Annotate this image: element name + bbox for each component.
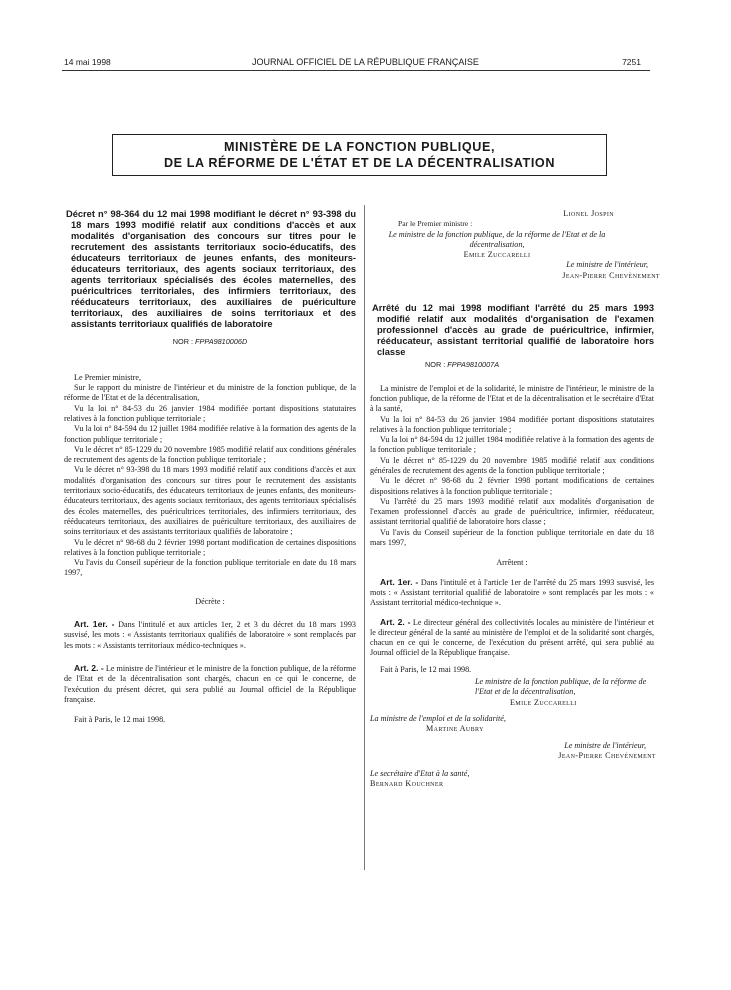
right-column — [370, 209, 660, 790]
pm-signature: Lionel Jospin — [563, 209, 614, 218]
ministry-line-2: DE LA RÉFORME DE L'ÉTAT ET DE LA DÉCENTRALISATION — [163, 156, 556, 170]
decret-sig2-name: Jean-Pierre Chevènement — [562, 270, 660, 280]
decret-para: Vu le décret n° 98-68 du 2 février 1998 portant modification de certaines dispositions relatives à la fonction publique territoriale ; — [64, 537, 356, 557]
arrete-para: La ministre de l'emploi et de la solidarité, le ministre de l'intérieur, le ministre de la fonction publique, de la réforme de l'Etat et de la décentralisation et le secrétaire d'Etat à la santé, — [370, 383, 654, 414]
arrete-sig1-title: Le ministre de la fonction publique, de la réforme de l'Etat et de la décentralisation, — [475, 677, 647, 697]
arrete-nor — [370, 360, 654, 370]
column-divider — [364, 205, 365, 870]
arrete-sig2-title: La ministre de l'emploi et de la solidarité, — [370, 713, 506, 723]
decret-sig2-title: Le ministre de l'intérieur, — [566, 260, 648, 270]
decret-title: Décret n° 98-364 du 12 mai 1998 modifiant le décret n° 93-398 du 18 mars 1993 modifié relatif aux conditions d'accès et aux modalités d'organisation des concours sur titres pour le recrutement des assistants territoriaux socio-éducatifs, des éducateurs territoriaux de jeunes enfants, des moniteurs-éducateurs territoriaux, des agents sociaux territoriaux, des agents territoriaux spécialisés des écoles maternelles, des puéricultrices territoriales, des infirmiers territoriaux, des rééducateurs territoriaux, des auxiliaires de puériculture territoriaux, des auxiliaires de soins territoriaux et des assistants territoriaux qualifiés de laboratoire — [66, 209, 356, 330]
decret-para: Vu le décret n° 93-398 du 18 mars 1993 modifié relatif aux conditions d'accès et aux modalités d'organisation des concours sur titres pour le recrutement des assistants territoriaux socio-éducatifs, des éducateurs territoriaux de jeunes enfants, des moniteurs-éducateurs territoriaux, des agents sociaux territoriaux, des agents territoriaux spécialisés des écoles maternelles, des puéricultrices territoriales, des infirmiers territoriaux, des rééducateurs territoriaux, des auxiliaires de puériculture territoriaux, des auxiliaires de soins territoriaux et des assistants territoriaux qualifiés de laboratoire ; — [64, 465, 356, 537]
journal-title: JOURNAL OFFICIEL DE LA RÉPUBLIQUE FRANÇAISE — [252, 57, 479, 67]
arrete-sig3-name: Jean-Pierre Chevènement — [558, 750, 656, 760]
arrete-fait: Fait à Paris, le 12 mai 1998. — [380, 664, 472, 674]
arrete-article-1 — [370, 577, 654, 609]
arrete-para: Vu le décret n° 85-1229 du 20 novembre 1985 modifié relatif aux conditions générales de recrutement des agents de la fonction publique territoriale ; — [370, 455, 654, 475]
article-text: Le ministre de l'intérieur et le ministre de la fonction publique, de la réforme de l'Etat et de la décentralisation sont chargés, chacun en ce qui le concerne, de l'exécution du présent décret, qui sera publié au Journal officiel de la République française. — [64, 663, 356, 704]
decret-fait: Fait à Paris, le 12 mai 1998. — [74, 715, 166, 725]
article-label: Art. 1er. - — [380, 576, 419, 587]
header-rule — [62, 70, 650, 71]
ministry-heading-box — [112, 134, 607, 176]
arrete-sig2-name: Martine Aubry — [426, 724, 484, 734]
decret-article-2 — [64, 663, 356, 705]
arrete-para: Vu le décret n° 98-68 du 2 février 1998 portant modifications de certaines dispositions relatives à la fonction publique territoriale ; — [370, 476, 654, 496]
article-label: Art. 1er. - — [74, 619, 115, 630]
article-label: Art. 2. - — [74, 662, 104, 673]
article-label: Art. 2. - — [380, 616, 411, 627]
arrete-nor-label: NOR : — [425, 360, 448, 370]
arrete-nor-code: FPPA9810007A — [447, 360, 500, 370]
decret-sig1-title: Le ministre de la fonction publique, de la réforme de l'Etat et de la décentralisation, — [388, 229, 606, 249]
arrete-title: Arrêté du 12 mai 1998 modifiant l'arrêté du 25 mars 1993 modifié relatif aux modalités d'organisation de l'examen professionnel d'accès au grade de puéricultrice, infirmier, rééducateur, assistant territorial qualifié de laboratoire hors classe — [372, 303, 654, 358]
decret-nor — [64, 337, 356, 347]
article-text: Le directeur général des collectivités locales au ministère de l'intérieur et le directeur général de la santé au ministère de l'emploi et de la solidarité sont chargés, chacun en ce qui le concerne, de l'exécution du présent arrêté, qui sera publié au Journal officiel de la République française. — [370, 617, 654, 658]
arrete-arretent: Arrêtent : — [496, 558, 528, 568]
decret-para: Vu l'avis du Conseil supérieur de la fonction publique territoriale en date du 18 mars 1997, — [64, 558, 356, 578]
decret-sig1-name: Emile Zuccarelli — [463, 250, 531, 260]
decret-para: Vu la loi n° 84-594 du 12 juillet 1984 modifiée relative à la formation des agents de la fonction publique territoriale ; — [64, 424, 356, 444]
arrete-article-2 — [370, 617, 654, 659]
arrete-para: Vu l'avis du Conseil supérieur de la fonction publique territoriale en date du 18 mars 1997, — [370, 527, 654, 548]
par-premier-ministre: Par le Premier ministre : — [398, 219, 473, 229]
article-text: Dans l'intitulé et aux articles 1er, 2 et 3 du décret du 18 mars 1993 susvisé, les mots : « Assistants territoriaux qualifiés de laboratoire » sont remplacés par les mots : « Assistants territoriaux médico-techniques ». — [64, 620, 356, 650]
decret-article-1 — [64, 619, 356, 651]
decret-decrete: Décrète : — [195, 596, 225, 606]
decret-para: Sur le rapport du ministre de l'intérieur et du ministre de la fonction publique, de la réforme de l'Etat et de la décentralisation, — [64, 383, 356, 403]
arrete-sig1-name: Emile Zuccarelli — [510, 697, 577, 707]
arrete-sig4-title: Le secrétaire d'Etat à la santé, — [370, 769, 470, 779]
decret-para: Vu la loi n° 84-53 du 26 janvier 1984 modifiée portant dispositions statutaires relatives à la fonction publique territoriale ; — [64, 403, 356, 423]
ministry-line-1: MINISTÈRE DE LA FONCTION PUBLIQUE, — [223, 140, 496, 154]
arrete-para: Vu la loi n° 84-594 du 12 juillet 1984 modifiée relative à la formation des agents de la fonction publique territoriale ; — [370, 435, 654, 455]
header-date: 14 mai 1998 — [64, 57, 111, 67]
arrete-sig3-title: Le ministre de l'intérieur, — [564, 740, 646, 750]
arrete-sig4-name: Bernard Kouchner — [370, 779, 444, 789]
decret-para: Le Premier ministre, — [74, 372, 142, 382]
decret-nor-label: NOR : — [172, 336, 196, 346]
arrete-para: Vu l'arrêté du 25 mars 1993 modifié relatif aux modalités d'organisation de l'examen professionnel d'accès au grade de puéricultrice, infirmier, rééducateur, assistant territorial qualifié de laboratoire hors classe ; — [370, 496, 654, 527]
arrete-para: Vu la loi n° 84-53 du 26 janvier 1984 modifiée portant dispositions statutaires relatives à la fonction publique territoriale ; — [370, 414, 654, 434]
page-number: 7251 — [622, 57, 641, 67]
decret-para: Vu le décret n° 85-1229 du 20 novembre 1985 modifié relatif aux conditions générales de recrutement des agents de la fonction publique territoriale ; — [64, 444, 356, 465]
decret-column — [64, 209, 356, 725]
decret-nor-code: FPPA9810006D — [195, 336, 248, 346]
article-text: Dans l'intitulé et à l'article 1er de l'arrêté du 25 mars 1993 susvisé, les mots : « Assistant territorial qualifié de laboratoire » sont remplacés par les mots : « Assistant territorial médico-technique ». — [370, 577, 654, 608]
